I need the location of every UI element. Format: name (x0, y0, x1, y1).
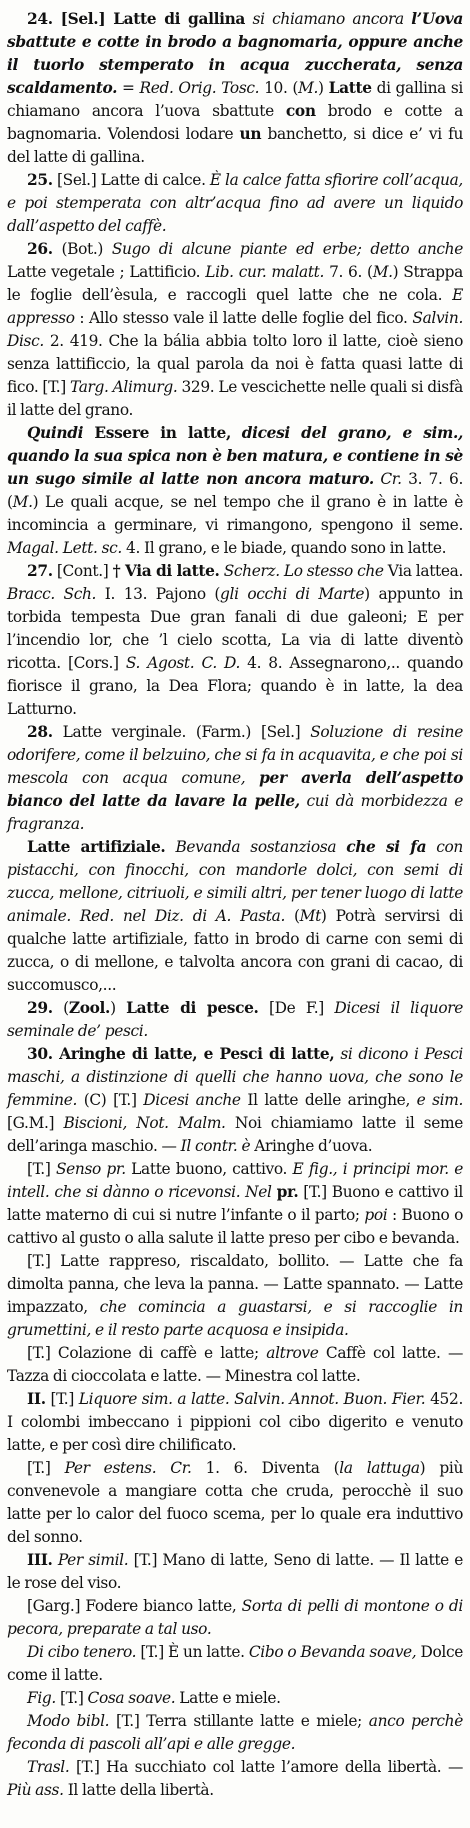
entry-column (7, 8, 463, 1802)
entry-colazione: [T.] Colazione di caffè e latte; altrove Caffè col latte. — Tazza di cioccolata e latte. — Minestra col latte. (7, 1344, 464, 1385)
entry-modo-biblico: Modo bibl. [T.] Terra stillante latte e miele; anco perchè feconda di pascoli all’api e alle gregge. (7, 1712, 463, 1753)
entry-25-latte-di-calce: 25. [Sel.] Latte di calce. È la calce fatta sfiorire coll’acqua, e poi stemperata con altr’acqua fino ad avere un liquido dall’aspetto del caffè. (7, 171, 463, 235)
entry-28-latte-verginale: 28. Latte verginale. (Farm.) [Sel.] Soluzione di resine odorifere, come il belzuino, che si fa in acquavita, e che poi si mescola con acqua comune, per averla dell’aspetto bianco del latte da lavare la pelle, cui dà morbidezza e fragranza. (7, 723, 463, 833)
entry-30-aringhe-di-latte: 30. Aringhe di latte, e Pesci di latte, si dicono i Pesci maschi, a distinzione di quelli che hanno uova, che sono le femmine. (C) [T.] Dicesi anche Il latte delle aringhe, e sim. [G.M.] Biscioni, Not. Malm. Noi chiamiamo latte il seme dell’aringa maschio. — Il contr. è Aringhe d’uova. (7, 1045, 463, 1155)
entry-per-estensione: [T.] Per estens. Cr. 1. 6. Diventa (la lattuga) più convenevole a mangiare cotta che cruda, perocchè il suo latte per lo calor del fuoco scema, per lo quale era induttivo del sonno. (7, 1459, 464, 1546)
entry-iii-per-similitudine: III. Per simil. [T.] Mano di latte, Seno di latte. — Il latte e le rose del viso. (7, 1551, 463, 1592)
entry-fig-cosa-soave: Fig. [T.] Cosa soave. Latte e miele. (27, 1689, 281, 1707)
entry-latte-rappreso: [T.] Latte rappreso, riscaldato, bollito. — Latte che fa dimolta panna, che leva la panna. — Latte spannato. — Latte impazzato, che comincia a guastarsi, e si raccoglie in grumettini, e il resto parte acquosa e insipida. (7, 1252, 463, 1339)
entry-senso-proprio: [T.] Senso pr. Latte buono, cattivo. E fig., i principi mor. e intell. che si dànno o ricevonsi. Nel pr. [T.] Buono e cattivo il latte materno di cui si nutre l’infante o il parto; poi : Buono o cattivo al gusto o alla salute il latte preso per cibo e bevanda. (7, 1160, 463, 1247)
entry-essere-in-latte: Quindi Essere in latte, dicesi del grano, e sim., quando la sua spica non è ben matura, e contiene in sè un sugo simile al latte non ancora maturo. Cr. 3. 7. 6. (M.) Le quali acque, se nel tempo che il grano è in latte è incomincia a germinare, vi rimangono, spengono il seme. Magal. Lett. sc. 4. Il grano, e le biade, quando sono in latte. (7, 424, 464, 557)
entry-29-latte-di-pesce: 29. (Zool.) Latte di pesce. [De F.] Dicesi il liquore seminale de’ pesci. (7, 999, 463, 1040)
entry-fodere-bianco-latte: [Garg.] Fodere bianco latte, Sorta di pelli di montone o di pecora, preparate a tal uso. (7, 1597, 463, 1638)
entry-cibo-tenero: Di cibo tenero. [T.] È un latte. Cibo o Bevanda soave, Dolce come il latte. (7, 1643, 463, 1684)
entry-24-latte-di-gallina: 24. [Sel.] Latte di gallina si chiamano ancora l’Uova sbattute e cotte in brodo a bagnomaria, oppure anche il tuorlo stemperato in acqua zuccherata, senza scaldamento. = Red. Orig. Tosc. 10. (M.) Latte di gallina si chiamano ancora l’uova sbattute con brodo e cotte a bagnomaria. Volendosi lodare un banchetto, si dice e’ vi fu del latte di gallina. (7, 10, 464, 166)
entry-latte-artifiziale: Latte artifiziale. Bevanda sostanziosa che si fa con pistacchi, con finocchi, con mandorle dolci, con semi di zucca, mellone, citriuoli, e simili altri, per tener luogo di latte animale. Red. nel Diz. di A. Pasta. (Mt) Potrà servirsi di qualche latte artifiziale, fatto in brodo di carne con semi di zucca, o di mellone, e talvolta ancora con grani di cacao, di succomusco,... (7, 838, 463, 994)
entry-27-via-di-latte: 27. [Cont.] † Via di latte. Scherz. Lo stesso che Via lattea. Bracc. Sch. I. 13. Pajono (gli occhi di Marte) appunto in torbida tempesta Due gran fanali di due galeoni; E per l’incendio lor, che ’l cielo scotta, La via di latte diventò ricotta. [Cors.] S. Agost. C. D. 4. 8. Assegnarono,.. quando fiorisce il grano, la Dea Flora; quando è in latte, la dea Latturno. (7, 562, 463, 718)
entry-26-latte-vegetale: 26. (Bot.) Sugo di alcune piante ed erbe; detto anche Latte vegetale ; Lattificio. Lib. cur. malatt. 7. 6. (M.) Strappa le foglie dell’èsula, e raccogli quel latte che ne cola. E appresso : Allo stesso vale il latte delle foglie del fico. Salvin. Disc. 2. 419. Che la bália abbia tolto loro il latte, cioè sieno senza lattificcio, la qual parola da noi è fatta quasi latte di fico. [T.] Targ. Alimurg. 329. Le vescichette nelle quali si disfà il latte del grano. (7, 240, 463, 419)
entry-traslato: Trasl. [T.] Ha succhiato col latte l’amore della libertà. — Più ass. Il latte della libertà. (7, 1758, 463, 1799)
entry-ii-liquore-simile: II. [T.] Liquore sim. a latte. Salvin. Annot. Buon. Fier. 452. I colombi imbeccano i pippioni col cibo digerito e venuto latte, e per così dire chilificato. (7, 1390, 463, 1454)
